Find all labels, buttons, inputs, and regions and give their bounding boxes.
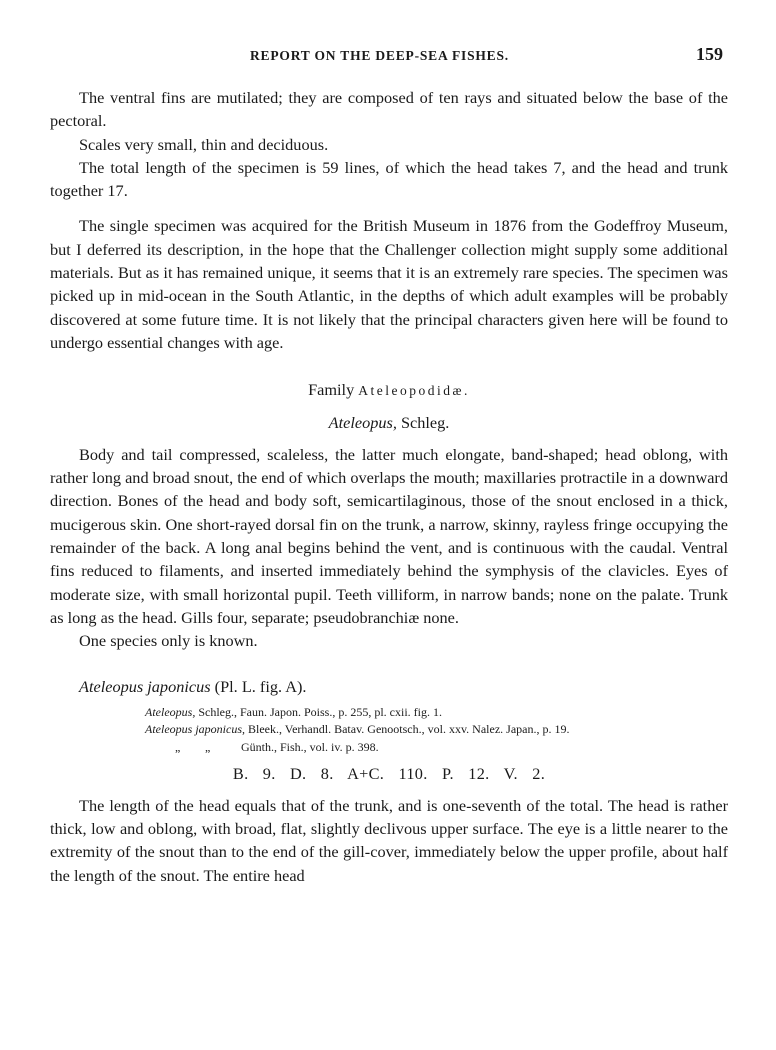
- paragraph-one-species: One species only is known.: [79, 631, 258, 651]
- reference-entry: [145, 739, 728, 757]
- species-heading: [50, 675, 728, 698]
- paragraph-genus-description: Body and tail compressed, scaleless, the latter much elongate, band-shaped; head oblong, with rather long and broad snout, the end of which overlaps the mouth; maxillaries protractile in a downward direction. Bones of the head and body soft, semicartilaginous, those of the snout enclosed in a thick, mucigerous skin. One short-rayed dorsal fin on the trunk, a narrow, skinny, rayless fringe occupying the remainder of the back. A long anal begins behind the vent, and is continuous with the caudal. Ventral fins reduced to filaments, and inserted immediately behind the symphysis of the clavicles. Eyes of moderate size, with small horizontal pupil. Teeth villiform, in narrow bands; none on the palate. Trunk as long as the head. Gills four, separate; pseudobranchiæ none.: [50, 444, 728, 627]
- spacer: [50, 653, 728, 675]
- genus-author: Schleg.: [400, 412, 450, 432]
- paragraph-ventral-fins: The ventral fins are mutilated; they are composed of ten rays and situated below the base of the pectoral.: [50, 88, 728, 131]
- ditto-mark: „: [175, 739, 181, 754]
- family-prefix: Family: [308, 380, 355, 400]
- genus-name: Ateleopus,: [328, 412, 397, 432]
- paragraph-species-description: The length of the head equals that of the trunk, and is one-seventh of the total. The head is rather thick, low and oblong, with broad, flat, slightly declivous upper surface. The eye is a little nearer to the extremity of the snout than to the end of the gill-cover, immediately below the upper profile, about half the length of the snout. The entire head: [50, 795, 728, 885]
- genus-heading: [50, 411, 728, 434]
- running-head: [0, 44, 776, 68]
- species-name: Ateleopus japonicus: [79, 676, 211, 696]
- running-title: REPORT ON THE DEEP-SEA FISHES.: [250, 48, 509, 63]
- species-plate: (Pl. L. fig. A).: [214, 676, 307, 696]
- ditto-mark: „: [205, 739, 211, 754]
- family-heading: [50, 378, 728, 402]
- family-name: Ateleopodidæ.: [358, 383, 470, 399]
- paragraph-specimen-history: The single specimen was acquired for the British Museum in 1876 from the Godeffroy Museum, but I deferred its description, in the hope that the Challenger collection might supply some additional materials. But as it has remained unique, it seems that it is an extremely rare species. The specimen was picked up in mid-ocean in the South Atlantic, in the depths of which adult examples will be probably discovered at some future time. It is not likely that the principal characters given here will be found to undergo essential changes with age.: [50, 216, 728, 352]
- reference-citation: Günth., Fish., vol. iv. p. 398.: [241, 739, 379, 754]
- spacer: [50, 354, 728, 376]
- body-text: [50, 86, 728, 887]
- reference-entry: [145, 721, 728, 739]
- reference-entry: [145, 704, 728, 722]
- spacer: [50, 202, 728, 214]
- synonymy-references: [145, 704, 728, 757]
- reference-citation: Schleg., Faun. Japon. Poiss., p. 255, pl. cxii. fig. 1.: [198, 704, 442, 719]
- reference-taxon: Ateleopus japonicus,: [145, 722, 245, 737]
- paragraph-scales: Scales very small, thin and deciduous.: [79, 134, 329, 154]
- reference-citation: Bleek., Verhandl. Batav. Genootsch., vol. xxv. Nalez. Japan., p. 19.: [247, 722, 570, 737]
- reference-taxon: Ateleopus,: [145, 704, 196, 719]
- paragraph-total-length: The total length of the specimen is 59 lines, of which the head takes 7, and the head and trunk together 17.: [50, 157, 728, 201]
- page-number: 159: [696, 44, 723, 64]
- fin-ray-formula: B. 9. D. 8. A+C. 110. P. 12. V. 2.: [232, 764, 546, 784]
